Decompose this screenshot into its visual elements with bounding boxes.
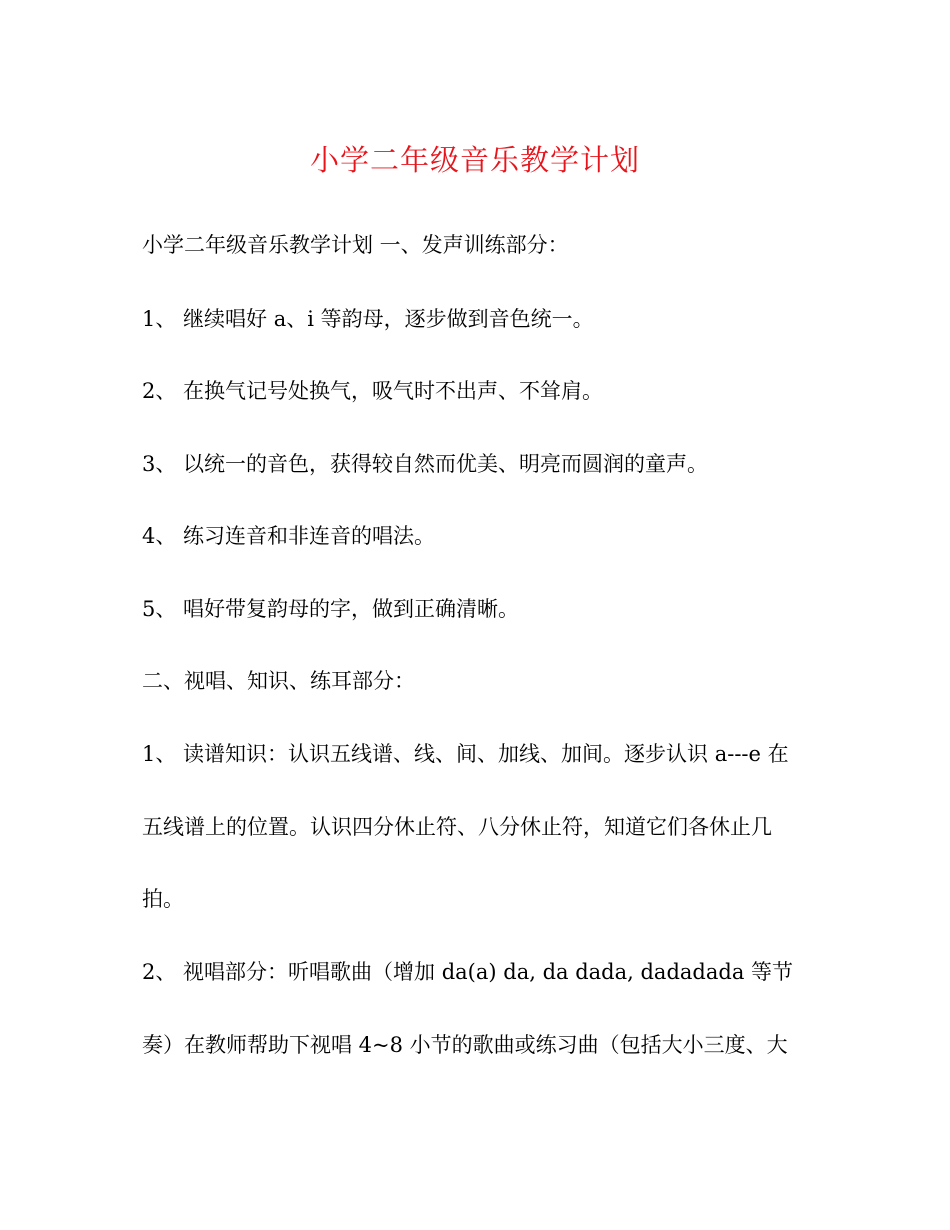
body-line: 4、 练习连音和非连音的唱法。 xyxy=(142,524,436,548)
body-line: 1、 读谱知识：认识五线谱、线、间、加线、加间。逐步认识 a---e 在 xyxy=(142,742,789,766)
body-line: 奏）在教师帮助下视唱 4~8 小节的歌曲或练习曲（包括大小三度、大 xyxy=(142,1033,788,1057)
body-line: 拍。 xyxy=(142,887,184,911)
body-line: 五线谱上的位置。认识四分休止符、八分休止符，知道它们各休止几 xyxy=(142,815,772,839)
document-title: 小学二年级音乐教学计划 xyxy=(309,143,640,177)
body-line: 5、 唱好带复韵母的字，做到正确清晰。 xyxy=(142,597,520,621)
body-line: 1、 继续唱好 a、i 等韵母，逐步做到音色统一。 xyxy=(142,307,594,331)
body-line: 3、 以统一的音色，获得较自然而优美、明亮而圆润的童声。 xyxy=(142,452,709,476)
body-line: 2、 在换气记号处换气，吸气时不出声、不耸肩。 xyxy=(142,379,604,403)
body-line: 2、 视唱部分：听唱歌曲（增加 da(a) da, da dada, dadadada 等节 xyxy=(142,960,794,984)
body-line: 二、视唱、知识、练耳部分： xyxy=(142,669,415,693)
body-line: 小学二年级音乐教学计划 一、发声训练部分： xyxy=(142,233,569,257)
